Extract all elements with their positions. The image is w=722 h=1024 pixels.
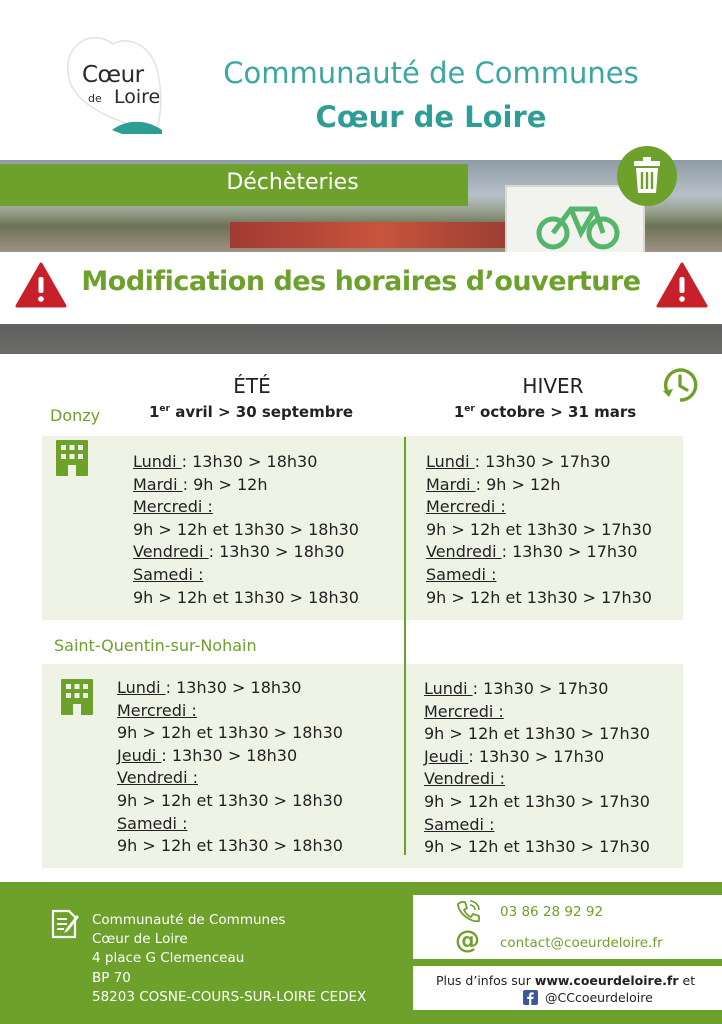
- schedule-line: [117, 813, 343, 836]
- warning-icon: [15, 262, 67, 308]
- schedule-hours: : 13h30 > 17h30: [472, 679, 609, 698]
- schedule-line: [133, 451, 359, 474]
- trash-icon: [617, 146, 677, 206]
- schedule-line: [426, 587, 652, 610]
- schedule-day: Mercredi :: [133, 497, 213, 517]
- schedule-day: Lundi: [133, 452, 182, 471]
- contact-phone[interactable]: 03 86 28 92 92: [500, 904, 604, 920]
- schedule-hours: 9h > 12h et 13h30 > 18h30: [117, 723, 343, 743]
- schedule-day: Samedi :: [424, 814, 495, 834]
- schedule-line: [424, 768, 650, 791]
- page-subtitle: Cœur de Loire: [315, 100, 547, 134]
- schedule-hours: : 13h30 > 18h30: [208, 542, 345, 562]
- facebook-icon: [523, 990, 538, 1005]
- logo-text: Loire: [114, 86, 161, 108]
- schedule-list: [424, 678, 650, 859]
- schedule-day: Samedi :: [133, 564, 204, 584]
- schedule-day: Samedi :: [117, 813, 188, 833]
- schedule-hours: 9h > 12h et 13h30 > 18h30: [117, 836, 343, 856]
- schedule-day: Mercredi :: [117, 700, 197, 720]
- schedule-line: [133, 564, 359, 587]
- building-icon: [56, 440, 88, 476]
- schedule-line: [117, 835, 343, 858]
- schedule-line: [424, 814, 650, 837]
- schedule-hours: : 13h30 > 18h30: [161, 745, 298, 765]
- schedule-hours: 9h > 12h et 13h30 > 18h30: [133, 519, 359, 539]
- season-divider: [404, 437, 406, 855]
- schedule-hours: 9h > 12h et 13h30 > 18h30: [117, 790, 343, 810]
- site-name: Saint-Quentin-sur-Nohain: [54, 636, 257, 655]
- schedule-line: [117, 790, 343, 813]
- schedule-day: Vendredi :: [117, 768, 198, 788]
- document-icon: [50, 909, 80, 939]
- schedule-line: [424, 836, 650, 859]
- schedule-day: Jeudi: [424, 746, 469, 766]
- facebook-handle[interactable]: @CCcoeurdeloire: [545, 990, 653, 1005]
- schedule-line: [133, 541, 359, 564]
- season-ete-dates: 1er avril > 30 septembre: [148, 403, 354, 421]
- schedule-line: [117, 700, 343, 723]
- schedule-line: [117, 745, 343, 768]
- at-icon: @: [455, 925, 480, 954]
- schedule-line: [424, 678, 650, 701]
- phone-icon: [455, 899, 481, 925]
- schedule-line: [424, 701, 650, 724]
- logo-text: de: [88, 92, 102, 105]
- schedule-line: [424, 723, 650, 746]
- schedule-line: [426, 564, 652, 587]
- warning-icon: [656, 262, 708, 308]
- info-text: Plus d’infos sur www.coeurdeloire.fr et: [436, 973, 696, 988]
- schedule-line: [133, 587, 359, 610]
- schedule-hours: : 13h30 > 17h30: [501, 542, 638, 562]
- schedule-line: [117, 767, 343, 790]
- schedule-day: Lundi: [117, 678, 166, 697]
- schedule-line: [117, 722, 343, 745]
- schedule-hours: : 13h30 > 18h30: [165, 678, 302, 697]
- schedule-list: [133, 451, 359, 609]
- clock-icon: [660, 365, 700, 405]
- schedule-day: Mercredi :: [426, 497, 506, 517]
- footer-address: Communauté de Communes Cœur de Loire 4 place G Clemenceau BP 70 58203 COSNE-COURS-SUR-LOIRE CEDEX: [92, 912, 367, 1005]
- schedule-line: [426, 519, 652, 542]
- schedule-day: Vendredi :: [424, 769, 505, 789]
- page-title: Communauté de Communes: [223, 56, 639, 90]
- schedule-line: [426, 451, 652, 474]
- schedule-hours: 9h > 12h et 13h30 > 17h30: [424, 837, 650, 857]
- schedule-day: Mercredi :: [424, 701, 504, 721]
- website-link[interactable]: www.coeurdeloire.fr: [534, 973, 679, 988]
- schedule-hours: : 13h30 > 17h30: [468, 746, 605, 766]
- schedule-line: [117, 677, 343, 700]
- schedule-hours: : 9h > 12h: [475, 474, 561, 494]
- schedule-line: [426, 496, 652, 519]
- schedule-day: Mardi: [133, 474, 183, 494]
- logo-text: Cœur: [82, 62, 144, 88]
- schedule-line: [133, 496, 359, 519]
- schedule-line: [133, 474, 359, 497]
- section-label: Déchèteries: [226, 170, 359, 195]
- schedule-line: [424, 791, 650, 814]
- schedule-day: Lundi: [424, 679, 473, 698]
- season-hiver-dates: 1er octobre > 31 mars: [453, 403, 637, 421]
- building-icon: [61, 679, 93, 715]
- site-name: Donzy: [50, 406, 101, 425]
- headline: Modification des horaires d’ouverture: [81, 266, 641, 297]
- schedule-list: [426, 451, 652, 609]
- schedule-hours: 9h > 12h et 13h30 > 17h30: [424, 724, 650, 744]
- schedule-hours: 9h > 12h et 13h30 > 17h30: [424, 791, 650, 811]
- schedule-hours: : 13h30 > 18h30: [181, 452, 318, 471]
- schedule-line: [133, 519, 359, 542]
- schedule-hours: 9h > 12h et 13h30 > 17h30: [426, 519, 652, 539]
- schedule-line: [426, 541, 652, 564]
- schedule-day: Vendredi: [133, 542, 209, 562]
- schedule-day: Samedi :: [426, 564, 497, 584]
- schedule-hours: : 13h30 > 17h30: [474, 452, 611, 471]
- schedule-line: [426, 474, 652, 497]
- season-ete-name: ÉTÉ: [233, 374, 271, 398]
- schedule-day: Lundi: [426, 452, 475, 471]
- schedule-day: Jeudi: [117, 745, 162, 765]
- schedule-day: Vendredi: [426, 542, 502, 562]
- schedule-day: Mardi: [426, 474, 476, 494]
- schedule-hours: 9h > 12h et 13h30 > 17h30: [426, 587, 652, 607]
- schedule-hours: : 9h > 12h: [182, 474, 268, 494]
- season-hiver-name: HIVER: [522, 374, 584, 398]
- banner-photo-detail: [230, 222, 530, 248]
- schedule-line: [424, 746, 650, 769]
- schedule-hours: 9h > 12h et 13h30 > 18h30: [133, 587, 359, 607]
- schedule-list: [117, 677, 343, 858]
- contact-email[interactable]: contact@coeurdeloire.fr: [500, 935, 663, 951]
